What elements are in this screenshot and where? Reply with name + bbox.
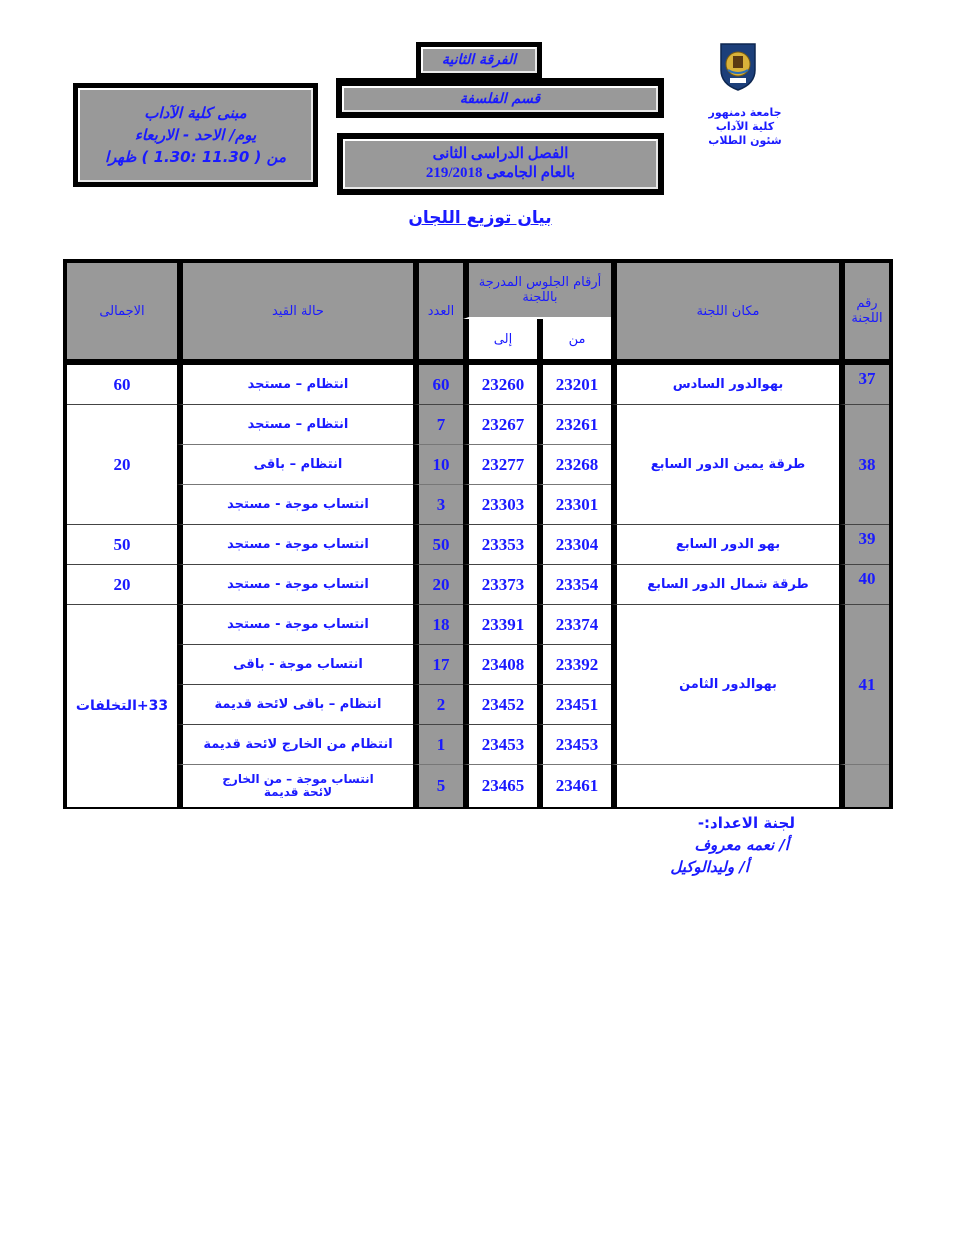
total: 33+التخلفات: [67, 605, 177, 807]
place: بهوالدور السادس: [611, 365, 839, 405]
seat-from: 23301: [537, 485, 611, 525]
office-name: شئون الطلاب: [708, 134, 782, 147]
status: انتظام – باقى لائحة قديمة: [177, 685, 413, 725]
count: 10: [413, 445, 463, 485]
department-box: [336, 78, 664, 118]
place: بهوالدور الثامن: [611, 605, 839, 765]
building-line-2: يوم/ الاحد - الاربعاء: [134, 126, 257, 144]
status: انتساب موجة - باقى: [177, 645, 413, 685]
seat-from: 23304: [537, 525, 611, 565]
preparation-committee: [600, 812, 795, 878]
seat-to: 23453: [463, 725, 537, 765]
table-row: [67, 565, 889, 605]
shield-icon: [718, 40, 758, 92]
committee-no: 38: [839, 405, 889, 525]
building-line-1: مبنى كلية الآداب: [144, 104, 247, 122]
committee-member-2: أ/ وليدالوكيل: [670, 858, 749, 876]
committee-no: 37: [839, 365, 889, 405]
distribution-table-frame: [63, 259, 893, 809]
place: طرقة شمال الدور السابع: [611, 565, 839, 605]
header-count: العدد: [413, 263, 463, 359]
committee-no-empty: [839, 765, 889, 807]
status: انتساب موجة - مستجد: [177, 605, 413, 645]
header-total: الاجمالى: [67, 263, 177, 359]
faculty-name: كلية الآداب: [715, 120, 775, 133]
seat-from: 23354: [537, 565, 611, 605]
seat-from: 23374: [537, 605, 611, 645]
seat-from: 23268: [537, 445, 611, 485]
committee-no: 39: [839, 525, 889, 565]
university-logo: [718, 40, 758, 92]
total: 50: [67, 525, 177, 565]
seat-to: 23267: [463, 405, 537, 445]
seat-from: 23261: [537, 405, 611, 445]
count: 60: [413, 365, 463, 405]
total: 20: [67, 405, 177, 525]
total: 60: [67, 365, 177, 405]
header-seat-numbers: أرقام الجلوس المدرجة باللجنة: [463, 263, 611, 319]
page-title: بيان توزيع اللجان: [408, 208, 552, 228]
seat-to: 23353: [463, 525, 537, 565]
header-status: حالة القيد: [177, 263, 413, 359]
count: 1: [413, 725, 463, 765]
building-line-3: من ( 11.30 :1.30 ) ظهرا: [104, 148, 287, 166]
count: 2: [413, 685, 463, 725]
count: 3: [413, 485, 463, 525]
committee-no: 40: [839, 565, 889, 605]
place: بهو الدور السابع: [611, 525, 839, 565]
semester-line-2: بالعام الجامعى 219/2018: [425, 165, 576, 181]
committee-no: 41: [839, 605, 889, 765]
status: انتساب موجة – من الخارج لائحة قديمة: [177, 765, 413, 807]
table-row: [67, 365, 889, 405]
seat-from: 23451: [537, 685, 611, 725]
department-label: قسم الفلسفة: [459, 91, 541, 107]
seat-to: 23373: [463, 565, 537, 605]
table-row: [67, 525, 889, 565]
seat-to: 23391: [463, 605, 537, 645]
seat-from: 23392: [537, 645, 611, 685]
count: 20: [413, 565, 463, 605]
level-label: الفرقة الثانية: [441, 52, 517, 68]
header-place: مكان اللجنة: [611, 263, 839, 359]
seat-to: 23303: [463, 485, 537, 525]
status: انتظام – مستجد: [177, 405, 413, 445]
table-row: [67, 405, 889, 445]
place-empty: [611, 765, 839, 807]
committee-member-1: أ/ نعمه معروف: [694, 836, 789, 854]
semester-box: [337, 133, 664, 195]
header-to: إلى: [463, 319, 537, 359]
seat-from: 23453: [537, 725, 611, 765]
seat-to: 23277: [463, 445, 537, 485]
count: 17: [413, 645, 463, 685]
count: 50: [413, 525, 463, 565]
header-from: من: [537, 319, 611, 359]
seat-to: 23408: [463, 645, 537, 685]
status: انتظام – باقى: [177, 445, 413, 485]
committee-title: لجنة الاعداد:-: [697, 814, 795, 832]
place: طرقة يمين الدور السابع: [611, 405, 839, 525]
seat-to: 23452: [463, 685, 537, 725]
building-box: [73, 83, 318, 187]
level-box: [416, 42, 542, 78]
status: انتساب موجة - مستجد: [177, 525, 413, 565]
seat-to: 23465: [463, 765, 537, 807]
count: 7: [413, 405, 463, 445]
university-name: جامعة دمنهور: [708, 106, 782, 119]
status: انتساب موجة - مستجد: [177, 565, 413, 605]
count: 5: [413, 765, 463, 807]
distribution-table: [67, 263, 889, 807]
seat-from: 23461: [537, 765, 611, 807]
status: انتظام – مستجد: [177, 365, 413, 405]
status: انتظام من الخارج لائحة قديمة: [177, 725, 413, 765]
total: 20: [67, 565, 177, 605]
seat-to: 23260: [463, 365, 537, 405]
seat-from: 23201: [537, 365, 611, 405]
header-committee-no: رقم اللجنة: [839, 263, 889, 359]
table-row: [67, 605, 889, 645]
semester-line-1: الفصل الدراسى الثانى: [432, 146, 569, 162]
table-row: [67, 765, 889, 807]
logo-caption: [690, 106, 800, 148]
count: 18: [413, 605, 463, 645]
status: انتساب موجة - مستجد: [177, 485, 413, 525]
